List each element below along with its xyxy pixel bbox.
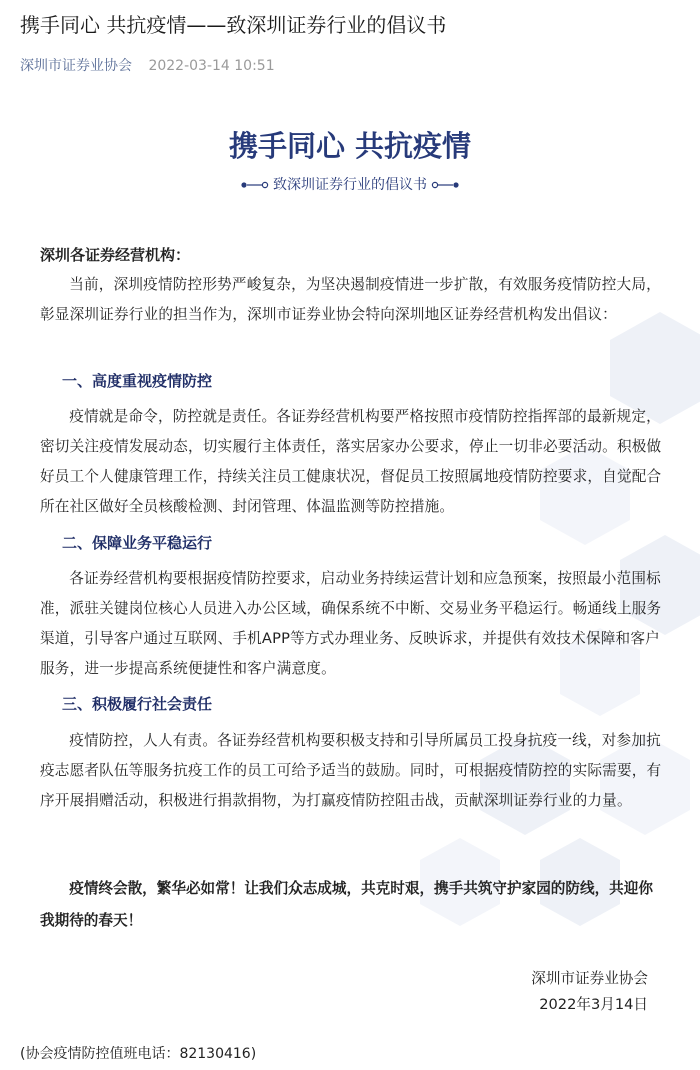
hotline-note: (协会疫情防控值班电话：82130416): [20, 1046, 257, 1062]
poster-title: 携手同心 共抗疫情: [228, 129, 472, 163]
closing-text: 疫情终会散，繁华必如常！让我们众志成城，共克时艰，携手共筑守护家园的防线，共迎你我期待的春天！: [40, 880, 653, 929]
intro-text: 当前，深圳疫情防控形势严峻复杂，为坚决遏制疫情进一步扩散，有效服务疫情防控大局，彰显深圳证券行业的担当作为，深圳市证券业协会特向深圳地区证券经营机构发出倡议：: [40, 276, 661, 323]
intro-paragraph: [40, 270, 664, 330]
author-link[interactable]: 深圳市证券业协会: [20, 58, 132, 74]
poster-subtitle-text: 致深圳证券行业的倡议书: [273, 177, 427, 193]
poster-subtitle: [0, 174, 700, 196]
section-text-3: 疫情防控，人人有责。各证券经营机构要积极支持和引导所属员工投身抗疫一线，对参加抗疫志愿者队伍等服务抗疫工作的员工可给予适当的鼓励。同时，可根据疫情防控的实际需要，有序开展捐赠活动，积极进行捐款捐物，为打赢疫情防控阻击战，贡献深圳证券行业的力量。: [40, 732, 662, 809]
left-ornament-icon: [241, 180, 269, 190]
section-text-2: 各证券经营机构要根据疫情防控要求，启动业务持续运营计划和应急预案，按照最小范围标准，派驻关键岗位核心人员进入办公区域，确保系统不中断、交易业务平稳运行。畅通线上服务渠道，引导客户通过互联网、手机APP等方式办理业务、反映诉求，并提供有效技术保障和客户服务，进一步提高系统便捷性和客户满意度。: [40, 570, 662, 677]
section-body-1: [40, 402, 664, 522]
section-text-1: 疫情就是命令，防控就是责任。各证券经营机构要严格按照市疫情防控指挥部的最新规定，密切关注疫情发展动态，切实履行主体责任，落实居家办公要求，停止一切非必要活动。积极做好员工个人健康管理工作，持续关注员工健康状况，督促员工按照属地疫情防控要求，自觉配合所在社区做好全员核酸检测、封闭管理、体温监测等防控措施。: [40, 408, 662, 515]
right-ornament-icon: [431, 180, 459, 190]
section-heading-2: 二、保障业务平稳运行: [62, 534, 213, 552]
publish-time: 2022-03-14 10:51: [148, 58, 275, 74]
signature: 深圳市证券业协会: [531, 970, 648, 987]
section-body-3: [40, 726, 664, 816]
article-title: 携手同心 共抗疫情——致深圳证券行业的倡议书: [20, 13, 447, 37]
section-body-2: [40, 564, 664, 684]
sign-date: 2022年3月14日: [539, 996, 648, 1013]
section-heading-1: 一、高度重视疫情防控: [62, 372, 213, 390]
salutation: 深圳各证券经营机构：: [40, 246, 191, 264]
section-heading-3: 三、积极履行社会责任: [62, 695, 213, 713]
